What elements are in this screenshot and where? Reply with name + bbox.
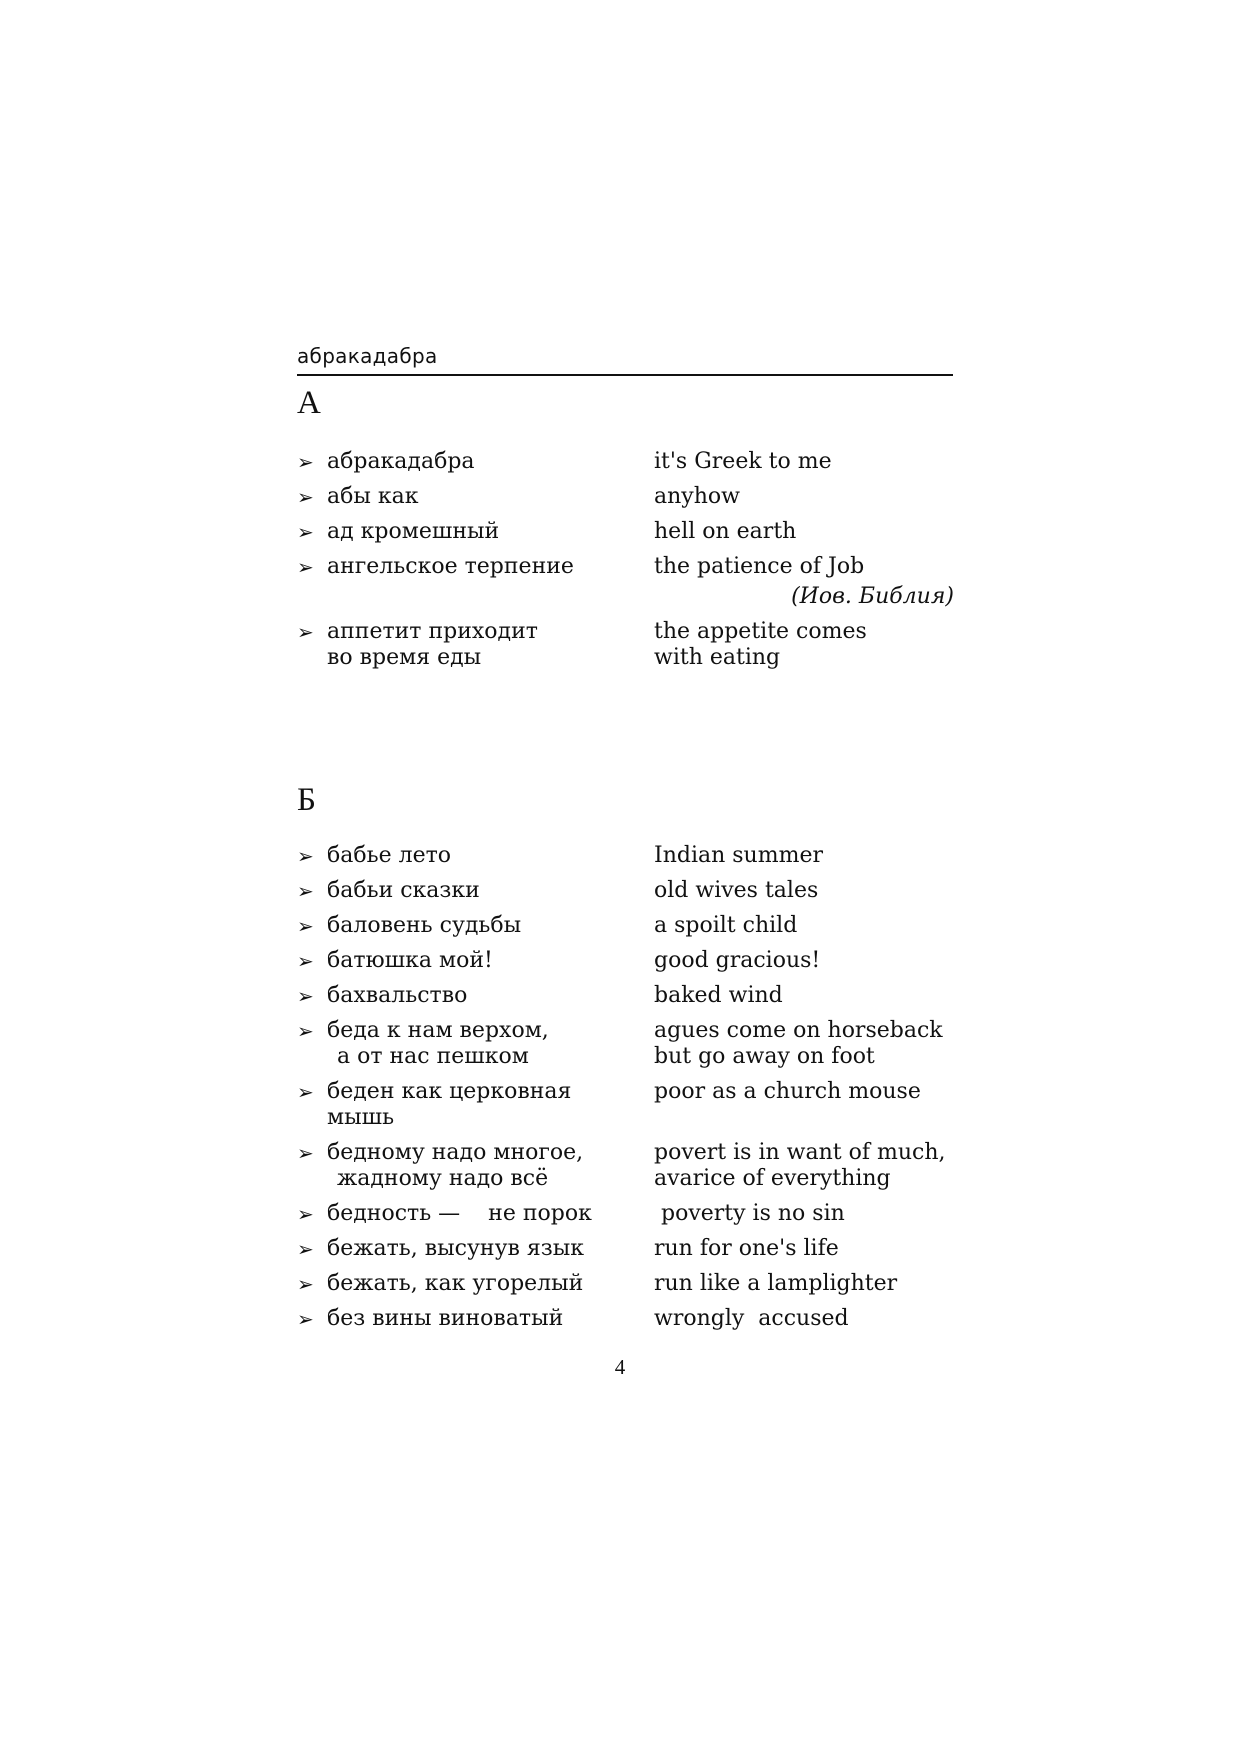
english-equivalent: the patience of Job <box>654 554 865 579</box>
entry <box>297 878 957 904</box>
entry <box>297 449 957 475</box>
arrow-bullet-icon: ➢ <box>297 620 314 644</box>
entry <box>297 913 957 939</box>
english-equivalent: it's Greek to me <box>654 449 832 474</box>
section-letter-b: Б <box>297 782 316 818</box>
english-equivalent: a spoilt child <box>654 913 798 938</box>
arrow-bullet-icon: ➢ <box>297 1080 314 1104</box>
entry <box>297 948 957 974</box>
arrow-bullet-icon: ➢ <box>297 1272 314 1296</box>
russian-phrase: бабьи сказки <box>327 878 480 903</box>
english-equivalent: old wives tales <box>654 878 819 903</box>
section-b-entries <box>297 843 957 1341</box>
section-letter-a: А <box>297 385 321 421</box>
english-equivalent: run like a lamplighter <box>654 1271 898 1296</box>
entry <box>297 519 957 545</box>
russian-phrase: аппетит приходит во время еды <box>327 619 538 670</box>
russian-phrase: беден как церковная мышь <box>327 1079 572 1130</box>
english-equivalent: wrongly accused <box>654 1306 849 1331</box>
source-note: (Иов. Библия) <box>791 584 954 609</box>
arrow-bullet-icon: ➢ <box>297 450 314 474</box>
english-equivalent: baked wind <box>654 983 783 1008</box>
russian-phrase: абы как <box>327 484 419 509</box>
entry <box>297 484 957 510</box>
russian-phrase: без вины виноватый <box>327 1306 564 1331</box>
arrow-bullet-icon: ➢ <box>297 520 314 544</box>
english-equivalent: poor as a church mouse <box>654 1079 921 1104</box>
russian-phrase: бахвальство <box>327 983 468 1008</box>
running-head: абракадабра <box>297 344 438 368</box>
entry <box>297 1306 957 1332</box>
entry <box>297 619 957 671</box>
entry <box>297 843 957 869</box>
entry <box>297 983 957 1009</box>
english-equivalent: hell on earth <box>654 519 797 544</box>
russian-phrase: беда к нам верхом, а от нас пешком <box>327 1018 549 1069</box>
russian-phrase: батюшка мой! <box>327 948 493 973</box>
english-equivalent: anyhow <box>654 484 740 509</box>
header-rule <box>297 374 953 376</box>
arrow-bullet-icon: ➢ <box>297 949 314 973</box>
arrow-bullet-icon: ➢ <box>297 879 314 903</box>
russian-phrase: баловень судьбы <box>327 913 522 938</box>
russian-phrase: бежать, как угорелый <box>327 1271 584 1296</box>
arrow-bullet-icon: ➢ <box>297 1202 314 1226</box>
russian-phrase: ангельское терпение <box>327 554 574 579</box>
entry <box>297 1271 957 1297</box>
english-equivalent: poverty is no sin <box>654 1201 845 1226</box>
entry <box>297 1201 957 1227</box>
russian-phrase: бедному надо многое, жадному надо всё <box>327 1140 584 1191</box>
english-equivalent: agues come on horseback but go away on foot <box>654 1018 943 1069</box>
russian-phrase: абракадабра <box>327 449 475 474</box>
russian-phrase: ад кромешный <box>327 519 500 544</box>
entry <box>297 554 957 580</box>
russian-phrase: бабье лето <box>327 843 452 868</box>
arrow-bullet-icon: ➢ <box>297 555 314 579</box>
russian-phrase: бежать, высунув язык <box>327 1236 585 1261</box>
arrow-bullet-icon: ➢ <box>297 984 314 1008</box>
english-equivalent: the appetite comes with eating <box>654 619 867 670</box>
english-equivalent: good gracious! <box>654 948 821 973</box>
page-number: 4 <box>614 1355 626 1379</box>
arrow-bullet-icon: ➢ <box>297 844 314 868</box>
entry <box>297 1140 957 1192</box>
russian-phrase: бедность — не порок <box>327 1201 592 1226</box>
arrow-bullet-icon: ➢ <box>297 1237 314 1261</box>
arrow-bullet-icon: ➢ <box>297 914 314 938</box>
entry <box>297 1236 957 1262</box>
entry <box>297 1018 957 1070</box>
arrow-bullet-icon: ➢ <box>297 1307 314 1331</box>
english-equivalent: Indian summer <box>654 843 823 868</box>
english-equivalent: povert is in want of much, avarice of everything <box>654 1140 946 1191</box>
arrow-bullet-icon: ➢ <box>297 1141 314 1165</box>
section-a-entries <box>297 449 957 680</box>
arrow-bullet-icon: ➢ <box>297 485 314 509</box>
entry <box>297 1079 957 1131</box>
arrow-bullet-icon: ➢ <box>297 1019 314 1043</box>
english-equivalent: run for one's life <box>654 1236 839 1261</box>
